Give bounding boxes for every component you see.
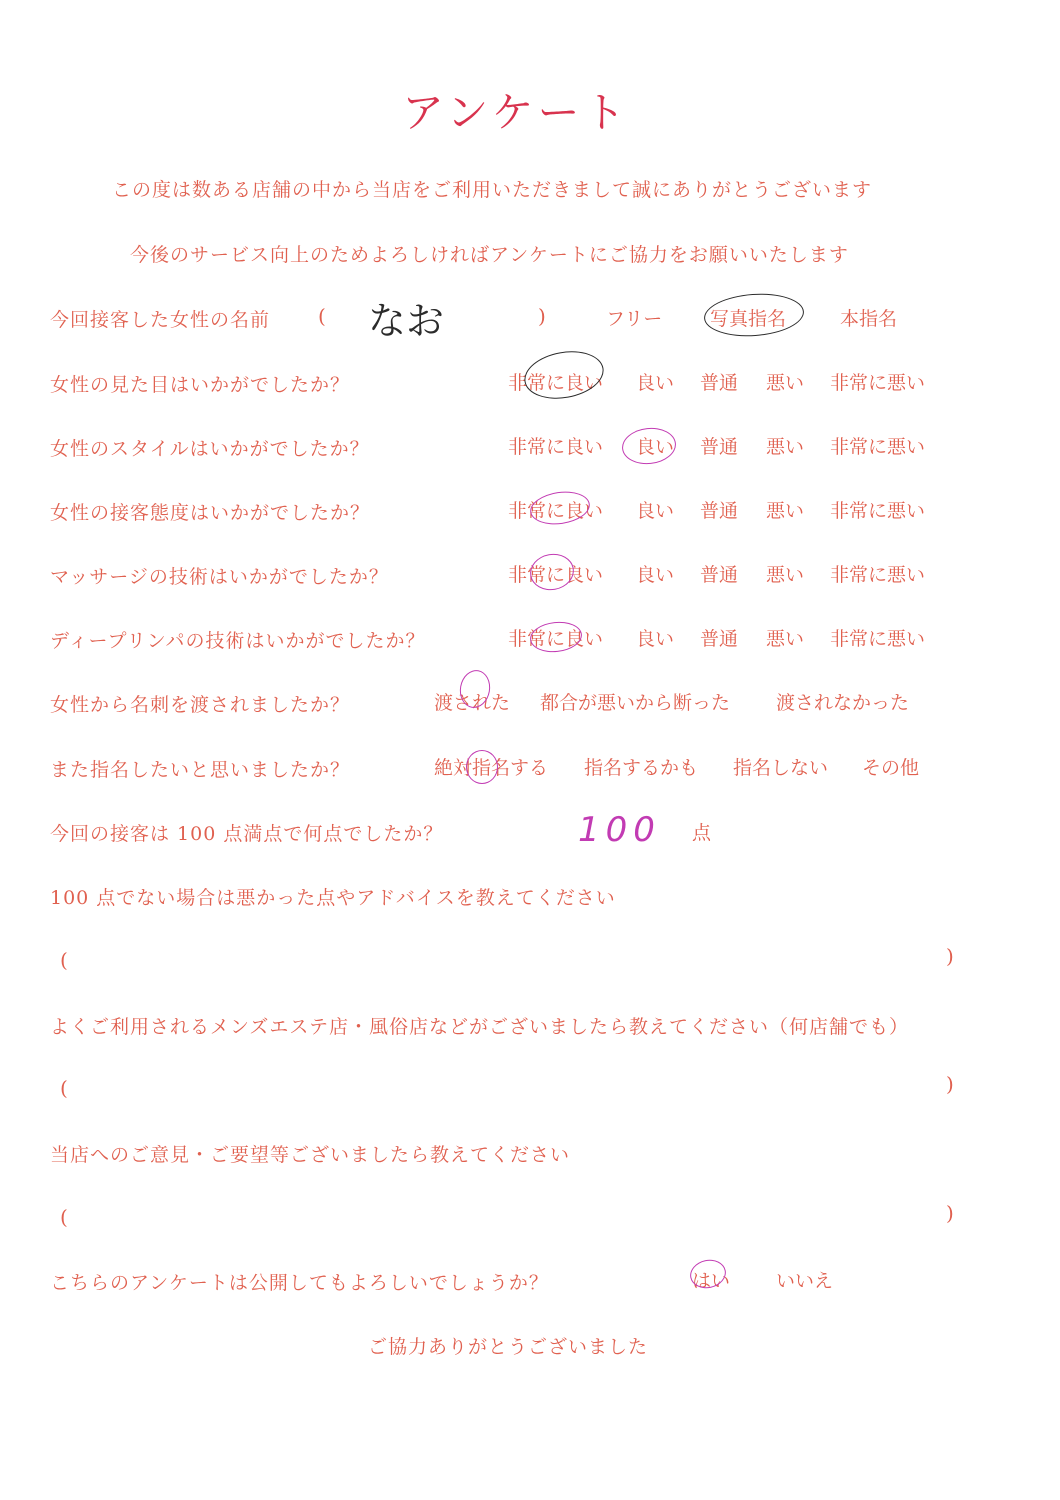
option-free[interactable]: フリー: [606, 308, 663, 330]
shops-question-label: よくご利用されるメンズエステ店・風俗店などがございましたら教えてください（何店舗でも）: [50, 1016, 910, 1038]
rating-4-average[interactable]: 普通: [700, 564, 739, 586]
rating-4-very-good[interactable]: 非常に良い: [508, 564, 604, 586]
rating-1-bad[interactable]: 悪い: [766, 372, 805, 394]
rating-5-very-bad[interactable]: 非常に悪い: [830, 628, 926, 650]
rating-4-good[interactable]: 良い: [636, 564, 675, 586]
advice-open-paren: (: [60, 948, 68, 972]
rating-4-bad[interactable]: 悪い: [766, 564, 805, 586]
rating-2-good[interactable]: 良い: [636, 436, 675, 458]
feedback-question-label: 当店へのご意見・ご要望等ございましたら教えてください: [50, 1144, 571, 1166]
score-unit: 点: [692, 822, 712, 844]
rating-5-very-good[interactable]: 非常に良い: [508, 628, 604, 650]
rating-2-bad[interactable]: 悪い: [766, 436, 805, 458]
name-answer[interactable]: なお: [368, 299, 445, 343]
rating-3-very-good[interactable]: 非常に良い: [508, 500, 604, 522]
closing-text: ご協力ありがとうございました: [368, 1336, 649, 1358]
card-question-label: 女性から名刺を渡されましたか？: [50, 694, 351, 716]
rating-question-5: ディープリンパの技術はいかがでしたか？: [50, 630, 426, 652]
option-photo-nomination[interactable]: 写真指名: [710, 308, 787, 330]
feedback-open-paren: (: [60, 1205, 68, 1229]
card-option-declined[interactable]: 都合が悪いから断った: [540, 692, 731, 714]
rating-5-bad[interactable]: 悪い: [766, 628, 805, 650]
shops-answer-field[interactable]: [80, 1072, 940, 1102]
rating-3-bad[interactable]: 悪い: [766, 500, 805, 522]
rating-2-very-good[interactable]: 非常に良い: [508, 436, 604, 458]
name-question-label: 今回接客した女性の名前: [50, 309, 271, 331]
rating-2-very-bad[interactable]: 非常に悪い: [830, 436, 926, 458]
shops-close-paren: ): [946, 1072, 954, 1096]
page-title: アンケート: [402, 88, 630, 137]
rating-1-average[interactable]: 普通: [700, 372, 739, 394]
feedback-answer-field[interactable]: [80, 1200, 940, 1230]
score-answer[interactable]: 100: [578, 810, 661, 850]
repeat-option-other[interactable]: その他: [862, 757, 920, 779]
advice-answer-field[interactable]: [80, 944, 940, 974]
intro-line-1: この度は数ある店舗の中から当店をご利用いただきまして誠にありがとうございます: [112, 179, 873, 201]
rating-1-good[interactable]: 良い: [636, 372, 675, 394]
publish-option-no[interactable]: いいえ: [776, 1270, 834, 1292]
rating-3-very-bad[interactable]: 非常に悪い: [830, 500, 926, 522]
name-open-paren: (: [318, 304, 326, 328]
rating-5-good[interactable]: 良い: [636, 628, 675, 650]
advice-question-label: 100 点でない場合は悪かった点やアドバイスを教えてください: [50, 887, 616, 909]
rating-question-4: マッサージの技術はいかがでしたか？: [50, 566, 389, 588]
rating-3-good[interactable]: 良い: [636, 500, 675, 522]
option-main-nomination[interactable]: 本指名: [840, 308, 898, 330]
repeat-option-no[interactable]: 指名しない: [733, 757, 829, 779]
score-question-label: 今回の接客は 100 点満点で何点でしたか？: [50, 823, 444, 845]
rating-1-very-good[interactable]: 非常に良い: [508, 372, 604, 394]
card-option-not-received[interactable]: 渡されなかった: [776, 692, 910, 714]
rating-2-average[interactable]: 普通: [700, 436, 739, 458]
rating-question-3: 女性の接客態度はいかがでしたか？: [50, 502, 371, 524]
rating-question-1: 女性の見た目はいかがでしたか？: [50, 374, 351, 396]
feedback-close-paren: ): [946, 1201, 954, 1225]
rating-3-average[interactable]: 普通: [700, 500, 739, 522]
rating-question-2: 女性のスタイルはいかがでしたか？: [50, 438, 370, 460]
name-close-paren: ): [538, 304, 546, 328]
intro-line-2: 今後のサービス向上のためよろしければアンケートにご協力をお願いいたします: [130, 244, 849, 266]
publish-option-yes[interactable]: はい: [692, 1270, 731, 1292]
rating-1-very-bad[interactable]: 非常に悪い: [830, 372, 926, 394]
repeat-option-definitely[interactable]: 絶対指名する: [434, 757, 549, 779]
rating-4-very-bad[interactable]: 非常に悪い: [830, 564, 926, 586]
shops-open-paren: (: [60, 1076, 68, 1100]
advice-close-paren: ): [946, 944, 954, 968]
publish-question-label: こちらのアンケートは公開してもよろしいでしょうか？: [50, 1272, 549, 1294]
card-option-received[interactable]: 渡された: [434, 692, 511, 714]
rating-5-average[interactable]: 普通: [700, 628, 739, 650]
repeat-option-maybe[interactable]: 指名するかも: [584, 757, 699, 779]
repeat-question-label: また指名したいと思いましたか？: [50, 759, 351, 781]
